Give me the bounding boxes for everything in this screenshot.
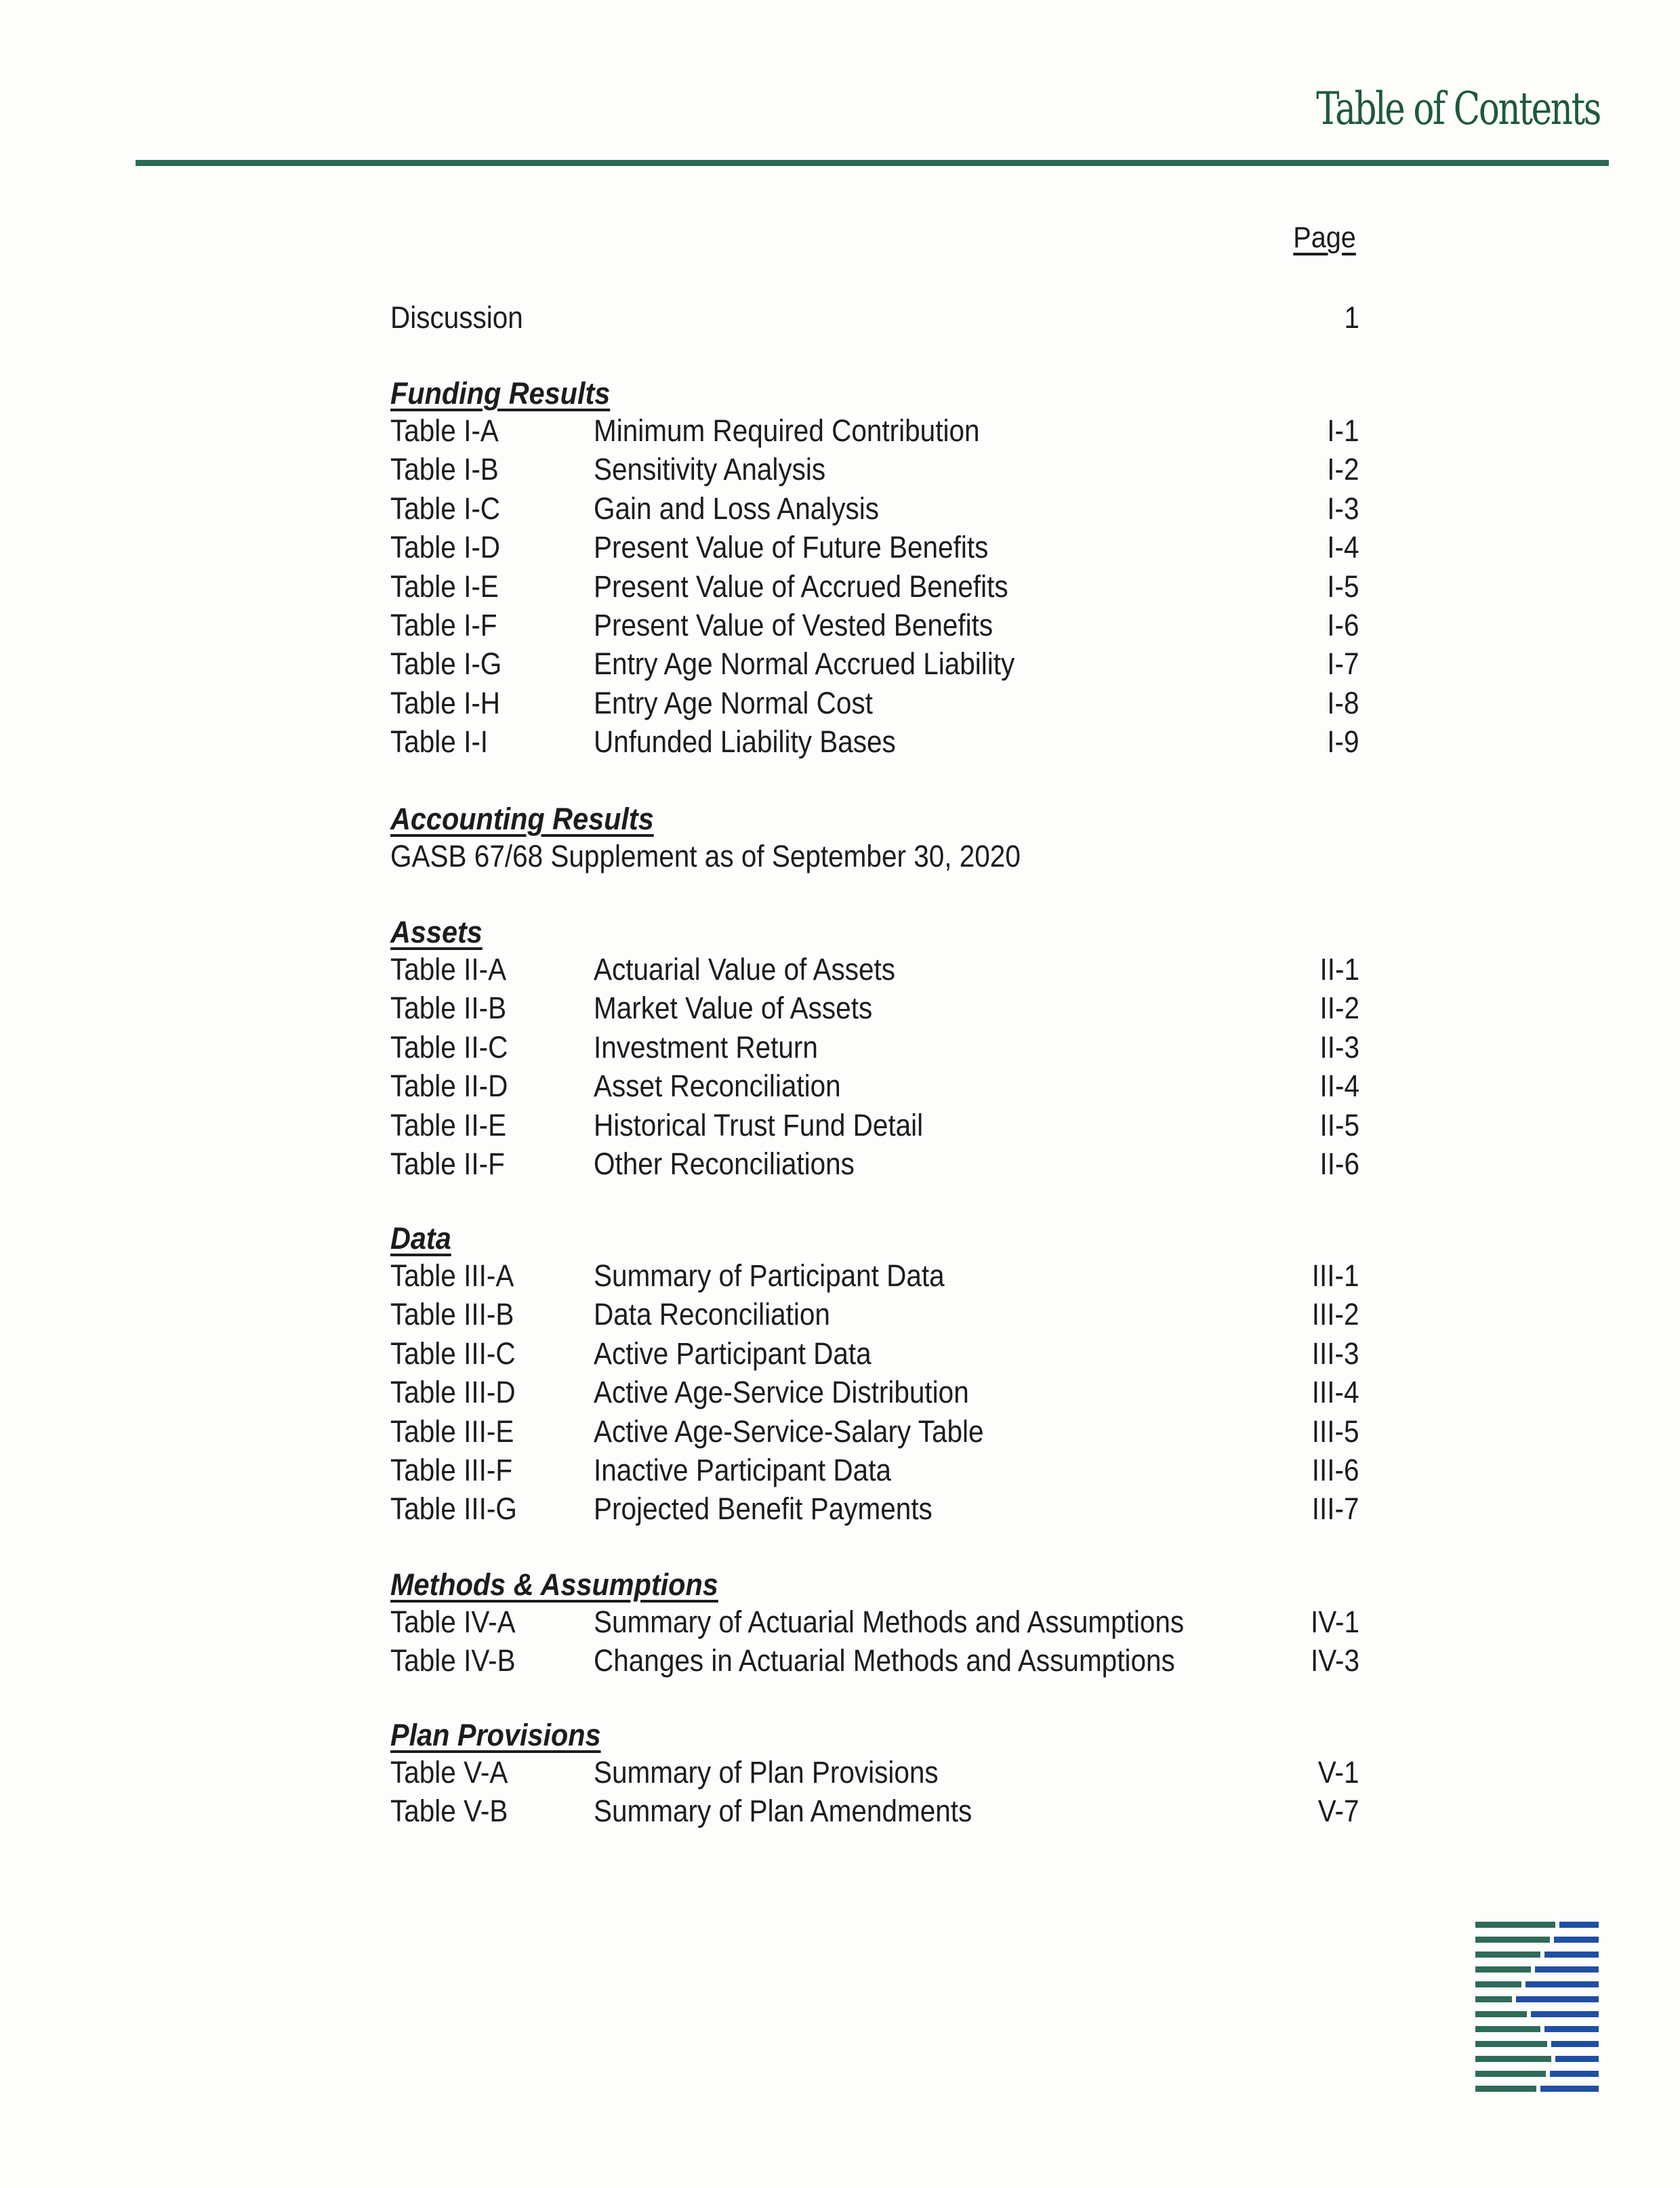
toc-entry-page: I-1 xyxy=(1327,413,1359,448)
toc-entry-title: Other Reconciliations xyxy=(594,1146,855,1181)
toc-entry-page: V-1 xyxy=(1318,1755,1359,1790)
toc-entry-page: I-6 xyxy=(1327,607,1359,642)
toc-entry-code: Table I-I xyxy=(390,724,489,760)
logo-green-bars xyxy=(1475,1922,1555,2092)
toc-entry-title: Present Value of Vested Benefits xyxy=(594,607,993,642)
toc-entry[interactable] xyxy=(390,1489,1359,1528)
toc-entry[interactable] xyxy=(390,1641,1359,1680)
toc-entry-code: Table III-A xyxy=(390,1258,514,1293)
toc-entry[interactable] xyxy=(390,411,1359,450)
page-column-label: Page xyxy=(1293,221,1356,254)
toc-entry-title: Active Age-Service-Salary Table xyxy=(594,1413,984,1449)
toc-entry-page: II-6 xyxy=(1319,1146,1359,1181)
assets-list xyxy=(390,950,1359,1183)
toc-entry-code: Table II-A xyxy=(390,952,507,987)
toc-entry-code: Table IV-A xyxy=(390,1605,516,1639)
accounting-results-section xyxy=(390,800,1359,875)
toc-entry-title: Entry Age Normal Cost xyxy=(594,685,873,720)
header-divider xyxy=(136,160,1609,166)
toc-entry-code: Table I-A xyxy=(390,413,499,448)
toc-entry-title: Summary of Plan Amendments xyxy=(594,1794,972,1829)
toc-entry-title: Minimum Required Contribution xyxy=(594,413,980,448)
toc-entry-page: III-1 xyxy=(1312,1258,1359,1293)
toc-entry-code: Table III-B xyxy=(390,1297,514,1332)
toc-entry[interactable] xyxy=(390,1334,1359,1373)
section-heading-assets: Assets xyxy=(390,915,483,949)
toc-entry[interactable] xyxy=(390,1753,1359,1792)
toc-entry-code: Table I-B xyxy=(390,452,499,487)
toc-entry-title: Present Value of Accrued Benefits xyxy=(594,569,1008,604)
toc-entry[interactable] xyxy=(390,1144,1359,1183)
accounting-entry[interactable] xyxy=(390,837,1359,875)
toc-entry-title: Historical Trust Fund Detail xyxy=(594,1107,924,1142)
toc-entry[interactable] xyxy=(390,644,1359,683)
section-heading-data: Data xyxy=(390,1221,451,1256)
toc-entry-code: Table II-C xyxy=(390,1029,508,1065)
toc-entry-title: Actuarial Value of Assets xyxy=(594,952,895,987)
toc-entry-code: Table I-F xyxy=(390,607,497,642)
toc-entry-page: I-2 xyxy=(1327,452,1359,487)
toc-entry[interactable] xyxy=(390,1028,1359,1067)
toc-entry-code: Table V-A xyxy=(390,1755,508,1790)
toc-entry-code: Table I-C xyxy=(390,491,501,526)
toc-entry[interactable] xyxy=(390,1412,1359,1451)
funding-results-list xyxy=(390,411,1359,762)
toc-entry-page: II-4 xyxy=(1319,1069,1359,1104)
section-heading-accounting-results: Accounting Results xyxy=(390,802,654,836)
toc-entry[interactable] xyxy=(390,1603,1359,1641)
toc-entry-code: Table IV-B xyxy=(390,1643,516,1678)
toc-entry-code: Table III-D xyxy=(390,1375,516,1410)
toc-entry-page: III-6 xyxy=(1312,1452,1359,1487)
toc-entry[interactable] xyxy=(390,1792,1359,1830)
toc-entry-page: I-3 xyxy=(1327,491,1359,526)
toc-entry-code: Table I-E xyxy=(390,569,499,604)
toc-entry[interactable] xyxy=(390,1106,1359,1144)
section-heading-methods-assumptions: Methods & Assumptions xyxy=(390,1567,718,1602)
toc-entry-title: Active Participant Data xyxy=(594,1336,872,1371)
toc-entry-code: Table II-B xyxy=(390,991,507,1026)
toc-entry-code: Table I-G xyxy=(390,646,502,682)
toc-entry-code: Table II-F xyxy=(390,1146,505,1181)
toc-entry-page: III-2 xyxy=(1312,1297,1359,1332)
toc-entry-title: Changes in Actuarial Methods and Assumptions xyxy=(594,1643,1175,1678)
toc-entry-title: Summary of Participant Data xyxy=(594,1258,945,1293)
toc-entry-code: Table I-D xyxy=(390,530,501,565)
toc-entry-page: I-5 xyxy=(1327,569,1359,604)
logo-blue-bars xyxy=(1516,1922,1599,2092)
toc-entry-title: Market Value of Assets xyxy=(594,991,873,1026)
toc-entry-title: Unfunded Liability Bases xyxy=(594,724,896,760)
section-heading-funding-results: Funding Results xyxy=(390,376,611,411)
toc-entry-code: Table II-E xyxy=(390,1107,507,1142)
toc-entry[interactable] xyxy=(390,722,1359,761)
toc-entry-code: Table III-F xyxy=(390,1452,513,1487)
toc-entry-title: Present Value of Future Benefits xyxy=(594,530,989,565)
methods-assumptions-section xyxy=(390,1565,1359,1680)
data-list xyxy=(390,1256,1359,1529)
toc-entry[interactable] xyxy=(390,528,1359,566)
toc-entry-page: I-9 xyxy=(1327,724,1359,760)
toc-entry[interactable] xyxy=(390,950,1359,989)
toc-entry-code: Table III-E xyxy=(390,1413,514,1449)
methods-list xyxy=(390,1603,1359,1680)
funding-results-section xyxy=(390,374,1359,762)
toc-entry[interactable] xyxy=(390,989,1359,1027)
toc-entry-code: Table I-H xyxy=(390,685,501,720)
toc-entry-title: Sensitivity Analysis xyxy=(594,452,826,487)
toc-entry[interactable] xyxy=(390,684,1359,722)
toc-entry-title: Inactive Participant Data xyxy=(594,1452,891,1487)
discussion-entry[interactable] xyxy=(390,298,1359,337)
toc-entry[interactable] xyxy=(390,567,1359,606)
provisions-list xyxy=(390,1753,1359,1831)
toc-entry-title: Entry Age Normal Accrued Liability xyxy=(594,646,1015,682)
toc-entry-page: II-5 xyxy=(1319,1107,1359,1142)
toc-entry-page: III-4 xyxy=(1312,1375,1359,1410)
toc-entry-title: Active Age-Service Distribution xyxy=(594,1375,969,1410)
toc-entry-page: II-2 xyxy=(1319,991,1359,1026)
data-section xyxy=(390,1219,1359,1529)
section-heading-plan-provisions: Plan Provisions xyxy=(390,1718,601,1752)
toc-entry-page: I-8 xyxy=(1327,685,1359,720)
toc-entry-page: I-7 xyxy=(1327,646,1359,682)
toc-entry-title: Data Reconciliation xyxy=(594,1297,830,1332)
toc-entry-page: I-4 xyxy=(1327,530,1359,565)
toc-entry-title: Gain and Loss Analysis xyxy=(594,491,880,526)
toc-entry-page: III-7 xyxy=(1312,1491,1359,1527)
toc-entry[interactable] xyxy=(390,450,1359,489)
plan-provisions-section xyxy=(390,1716,1359,1831)
toc-entry-title: Asset Reconciliation xyxy=(594,1069,841,1104)
toc-entry-page: IV-3 xyxy=(1310,1643,1359,1678)
toc-entry[interactable] xyxy=(390,1373,1359,1411)
toc-entry[interactable] xyxy=(390,1256,1359,1295)
toc-entry[interactable] xyxy=(390,1067,1359,1105)
toc-entry-page: III-5 xyxy=(1312,1413,1359,1449)
toc-entry[interactable] xyxy=(390,606,1359,644)
toc-entry-title: Summary of Plan Provisions xyxy=(594,1755,939,1790)
toc-entry-title: Summary of Actuarial Methods and Assumptions xyxy=(594,1605,1185,1639)
discussion-page: 1 xyxy=(1344,300,1359,335)
company-logo xyxy=(1475,1922,1599,2103)
toc-entry-code: Table III-C xyxy=(390,1336,516,1371)
toc-entry[interactable] xyxy=(390,1451,1359,1489)
toc-entry-title: Projected Benefit Payments xyxy=(594,1491,933,1527)
toc-entry-page: II-1 xyxy=(1319,952,1359,987)
discussion-label: Discussion xyxy=(390,300,523,335)
toc-entry[interactable] xyxy=(390,1295,1359,1334)
toc-entry-title: Investment Return xyxy=(594,1029,818,1065)
page-title: Table of Contents xyxy=(1316,83,1600,135)
toc-entry-code: Table III-G xyxy=(390,1491,517,1527)
assets-section xyxy=(390,913,1359,1183)
toc-entry-code: Table II-D xyxy=(390,1069,508,1104)
toc-entry-page: II-3 xyxy=(1319,1029,1359,1065)
toc-entry-page: III-3 xyxy=(1312,1336,1359,1371)
toc-entry[interactable] xyxy=(390,489,1359,528)
toc-entry-page: IV-1 xyxy=(1310,1605,1359,1639)
toc-entry-code: Table V-B xyxy=(390,1794,508,1829)
toc-entry-page: V-7 xyxy=(1318,1794,1359,1829)
accounting-entry-text: GASB 67/68 Supplement as of September 30, 2020 xyxy=(390,839,1021,873)
